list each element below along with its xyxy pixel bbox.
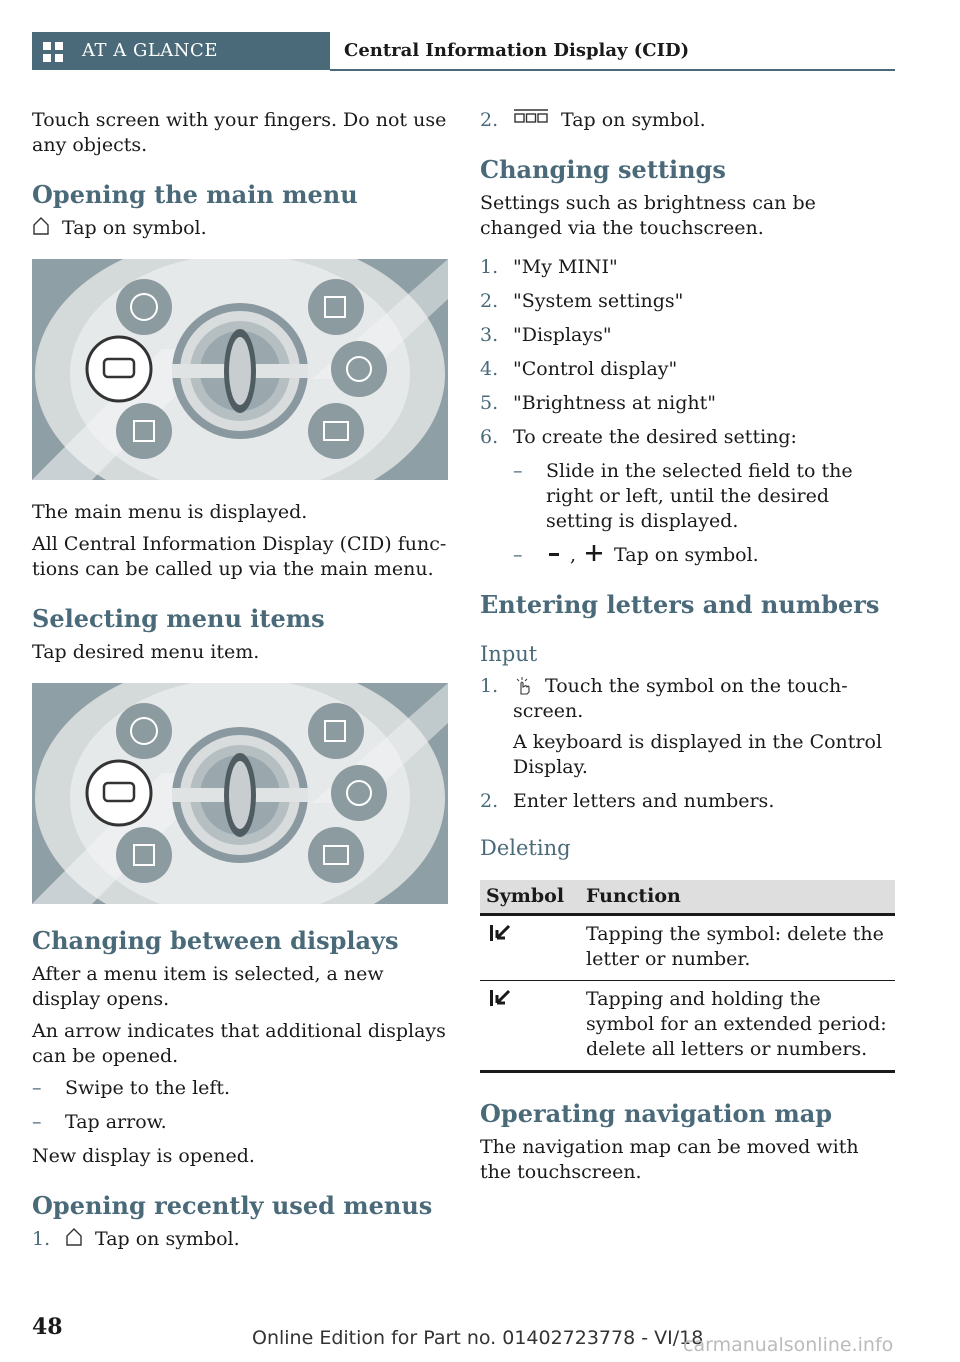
touch-input-icon xyxy=(513,676,533,696)
settings-step: 3. "Displays" xyxy=(480,324,612,346)
main-menu-step: Tap on symbol. xyxy=(32,216,448,241)
minus-icon xyxy=(546,543,562,563)
selecting-illustration xyxy=(32,683,448,904)
changing-displays-text-2: An arrow indicates that additional displays can be opened. xyxy=(32,1020,446,1067)
new-display-text: New display is opened. xyxy=(32,1145,255,1167)
main-menu-all-functions: All Central Information Display (CID) func‐tions can be called up via the main menu. xyxy=(32,533,447,580)
grid-icon xyxy=(42,41,64,63)
page-number: 48 xyxy=(32,1314,63,1340)
heading-selecting-items: Selecting menu items xyxy=(32,604,325,633)
edition-footer: Online Edition for Part no. 01402723778 - VI/18 xyxy=(252,1327,704,1349)
main-menu-displayed: The main menu is displayed. xyxy=(32,501,308,523)
delete-icon xyxy=(486,922,514,944)
home-icon xyxy=(65,1227,83,1247)
section-tab-label: AT A GLANCE xyxy=(82,40,218,61)
recent-step: 1. Tap on symbol. xyxy=(32,1228,240,1250)
heading-navigation-map: Operating navigation map xyxy=(480,1099,833,1128)
heading-entering-letters: Entering letters and numbers xyxy=(480,590,880,619)
settings-step: 1. "My MINI" xyxy=(480,256,618,278)
selecting-screenshot xyxy=(32,683,448,904)
settings-step: 6. To create the desired setting: xyxy=(480,426,797,448)
section-tab xyxy=(32,32,330,70)
settings-step: 5. "Brightness at night" xyxy=(480,392,717,414)
changing-displays-text-1: After a menu item is selected, a new display opens. xyxy=(32,963,384,1010)
input-step-note: A keyboard is displayed in the Control Display. xyxy=(513,731,883,778)
selecting-text: Tap desired menu item. xyxy=(32,641,260,663)
navigation-map-text: The navigation map can be moved with the touchscreen. xyxy=(480,1136,859,1183)
table-header-symbol: Symbol xyxy=(480,880,580,915)
heading-changing-settings: Changing settings xyxy=(480,155,726,184)
plus-icon xyxy=(584,543,604,563)
header-divider xyxy=(330,69,895,71)
page-header xyxy=(32,32,895,72)
recent-step-2: 2. Tap on symbol. xyxy=(480,109,706,131)
settings-substep: – , Tap on symbol. xyxy=(513,544,759,566)
watermark: carmanualsonline.info xyxy=(683,1334,894,1356)
table-header-function: Function xyxy=(580,880,895,915)
settings-substep: – Slide in the selected field to the right or left, until the desired setting is displayed. xyxy=(513,460,853,532)
heading-input: Input xyxy=(480,642,538,666)
recent-menus-icon xyxy=(513,108,549,124)
main-menu-screenshot xyxy=(32,259,448,480)
chapter-title: Central Information Display (CID) xyxy=(344,40,690,61)
settings-step: 2. "System settings" xyxy=(480,290,684,312)
table-row: Tapping and holding the symbol for an extended period: delete all letters or numbers. xyxy=(480,981,895,1072)
left-column xyxy=(32,108,448,1261)
input-step: 1. Touch the symbol on the touch‐screen. xyxy=(480,675,848,722)
right-column xyxy=(480,108,895,1192)
bullet-item: – Tap arrow. xyxy=(32,1111,167,1133)
home-icon xyxy=(32,216,50,236)
settings-text: Settings such as brightness can be changed via the touchscreen. xyxy=(480,192,816,239)
table-row: Tapping the symbol: delete the letter or number. xyxy=(480,915,895,981)
intro-text: Touch screen with your fingers. Do not use any objects. xyxy=(32,109,447,156)
main-menu-illustration xyxy=(32,259,448,480)
deleting-table xyxy=(480,880,895,1073)
heading-main-menu: Opening the main menu xyxy=(32,180,358,209)
heading-deleting: Deleting xyxy=(480,836,571,860)
heading-recent-menus: Opening recently used menus xyxy=(32,1191,433,1220)
settings-step: 4. "Control display" xyxy=(480,358,678,380)
input-step: 2. Enter letters and numbers. xyxy=(480,790,775,812)
delete-icon xyxy=(486,987,514,1009)
heading-changing-displays: Changing between displays xyxy=(32,926,399,955)
bullet-item: – Swipe to the left. xyxy=(32,1077,231,1099)
